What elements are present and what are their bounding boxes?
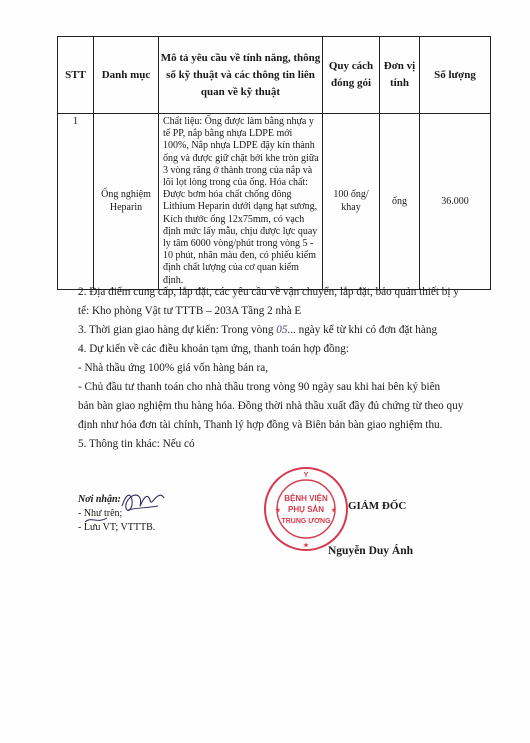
header-description: Mô tả yêu cầu về tính năng, thông số kỹ thuật và các thông tin liên quan về kỹ thuật [159,37,323,114]
delivery-location-line2: tế: Kho phòng Vật tư TTTB – 203A Tầng 2 nhà E [78,305,302,317]
initial-signature-image [118,486,166,520]
payment-terms-heading: 4. Dự kiến về các điều khoản tạm ứng, thanh toán hợp đồng: [78,343,349,355]
payment-term-line1: - Chủ đầu tư thanh toán cho nhà thầu trong vòng 90 ngày sau khi hai bên ký biên [78,381,441,393]
payment-term-line3: định như hóa đơn tài chính, Thanh lý hợp đồng và Biên bản bàn giao nghiệm thu. [78,419,443,431]
stamp-ring-top: Y [303,472,309,479]
stamp-line2: PHỤ SẢN [287,505,325,514]
delivery-time-prefix: 3. Thời gian giao hàng dự kiến: Trong vòng [78,324,277,336]
svg-text:★: ★ [303,543,309,549]
cell-packing: 100 ống/ khay [323,114,380,290]
cell-unit: ống [380,114,420,290]
cell-category: Ống nghiệm Heparin [94,114,159,290]
official-stamp-image [263,466,349,552]
delivery-location-line1: 2. Địa điểm cung cấp, lắp đặt, các yêu cầu về vận chuyển, lắp đặt, bảo quản thiết bị y [78,286,459,298]
delivery-time-suffix: ... ngày kể từ khi có đơn đặt hàng [287,324,438,336]
table-row [58,114,491,290]
header-stt: STT [58,37,94,114]
payment-term-advance: - Nhà thầu ứng 100% giá vốn hàng bán ra, [78,362,268,374]
delivery-time-handwritten: 05 [276,324,288,336]
cell-stt: 1 [58,114,94,290]
signer-name: Nguyễn Duy Ánh [328,545,413,557]
cell-quantity: 36.000 [420,114,491,290]
recipients-heading: Nơi nhận: [78,494,121,505]
payment-term-line2: bản bàn giao nghiệm thu hàng hóa. Đồng thời nhà thầu xuất đầy đủ chứng từ theo quy [78,400,464,412]
header-quantity: Số lượng [420,37,491,114]
stamp-line1: BỆNH VIỆN [284,494,328,503]
other-info: 5. Thông tin khác: Nếu có [78,438,195,450]
svg-text:★: ★ [275,508,281,514]
recipient-item: - Lưu VT; VTTTB. [78,522,156,533]
header-unit: Đơn vị tính [380,37,420,114]
body-section [78,283,498,454]
signer-title: GIÁM ĐỐC [348,500,407,512]
cell-description: Chất liệu: Ống được làm bằng nhựa y tế PP, nắp bằng nhựa LDPE mới 100%, Nắp nhựa LDPE đậy kín thành ống và được giữ chặt bởi khe tròn giữa 3 vòng răng ở thành trong của nắp và lõi lọt lòng trong của ống. Hóa chất: Được bơm hóa chất chống đông Lithium Heparin dưới dạng hạt sương, Kích thước ống 12x75mm, có vạch định mức lấy mẫu, chịu được lực quay ly tâm 6000 vòng/phút trong vòng 5 - 10 phút, nhãn màu đen, có phiếu kiểm định chất lượng của cơ quan kiểm định. [159,114,323,290]
initial-mark-image [83,514,109,526]
header-packing: Quy cách đóng gói [323,37,380,114]
table-header-row [58,37,491,114]
stamp-line3: TRUNG ƯƠNG [281,518,331,525]
requirements-table [57,36,491,290]
header-category: Danh mục [94,37,159,114]
svg-text:★: ★ [331,508,337,514]
delivery-time [78,321,498,340]
recipient-item: - Như trên; [78,508,123,519]
